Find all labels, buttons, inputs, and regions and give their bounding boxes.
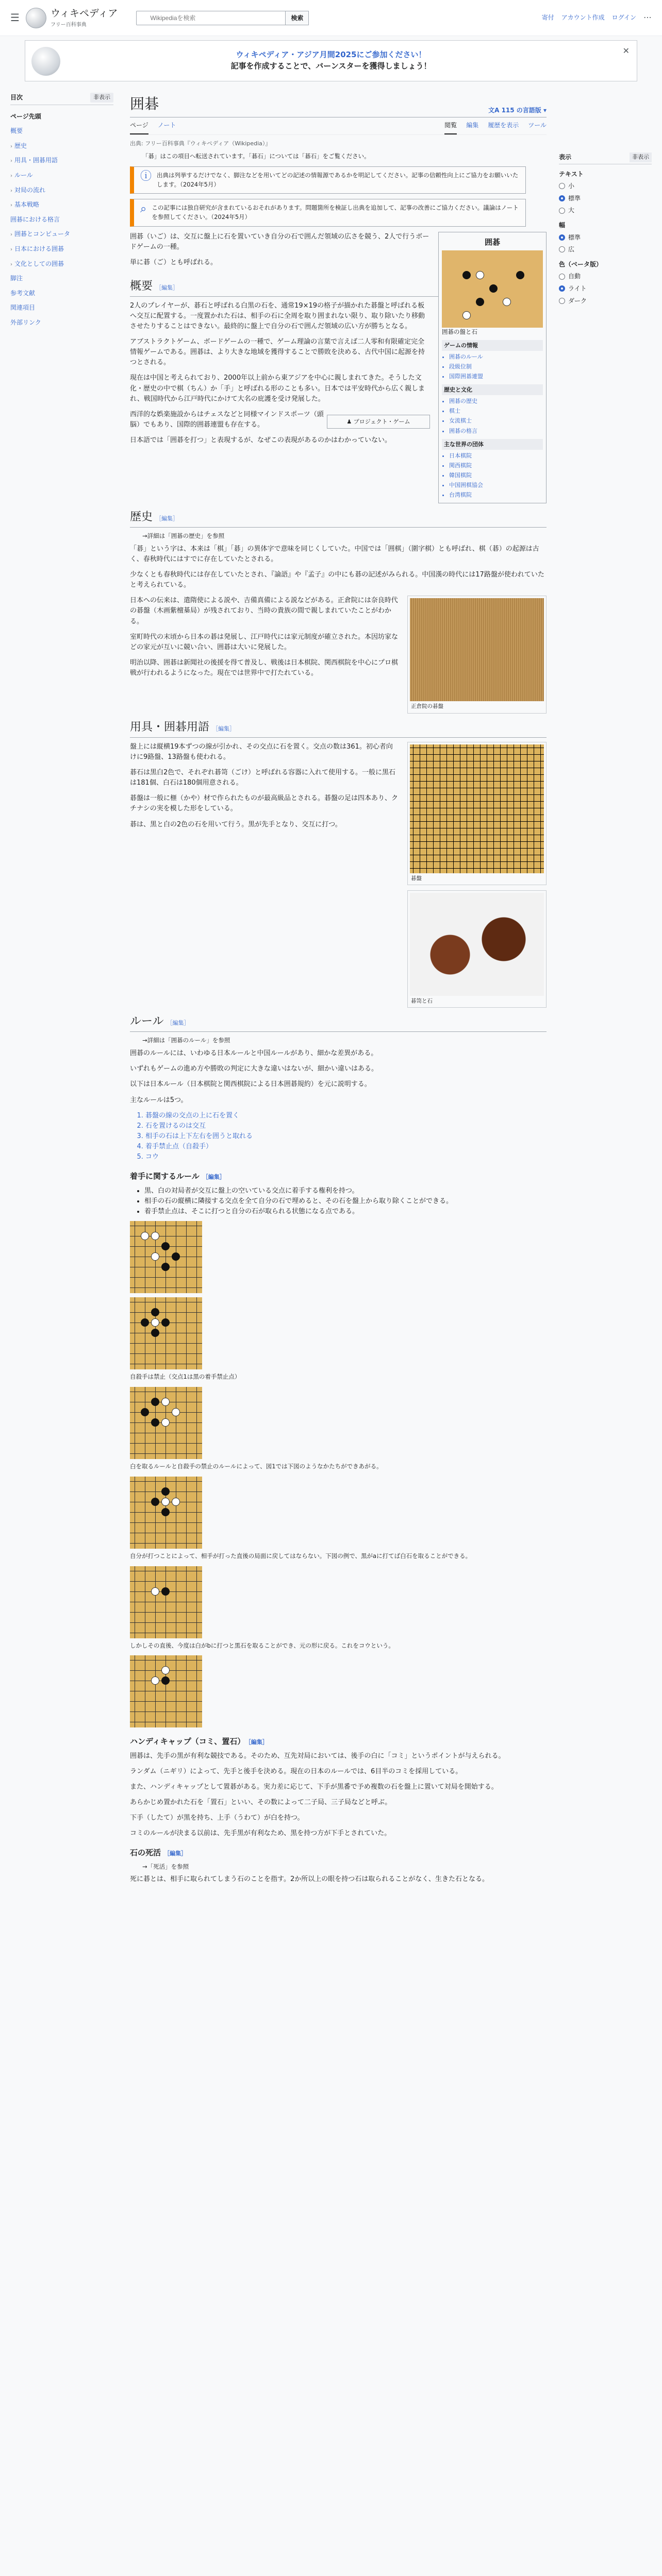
search-form <box>136 11 309 25</box>
language-button[interactable]: 文A 115 の言語版 ▾ <box>488 106 547 114</box>
infobox-link[interactable]: • 国際囲碁連盟 <box>449 371 543 381</box>
paragraph: 以下は日本ルール（日本棋院と関西棋院による日本囲碁規約）を元に説明する。 <box>130 1080 371 1089</box>
menu-icon[interactable]: ☰ <box>10 11 20 24</box>
infobox <box>438 232 547 503</box>
campaign-banner <box>25 40 637 81</box>
paragraph: 西洋的な娯楽施設からはチェスなどと同様マインドスポーツ（頭脳）でもあり、国際的囲碁連盟も存在する。 <box>130 410 324 429</box>
infobox-section-head: ゲームの情報 <box>442 340 543 351</box>
intro-paragraph: 囲碁（いご）は、交互に盤上に石を置いていき自分の石で囲んだ領域の広さを競う、2人で行うボードゲームの一種。 <box>130 233 429 251</box>
color-label: 色（ベータ版） <box>559 260 603 268</box>
infobox-link[interactable]: • 中国囲棋協会 <box>449 480 543 490</box>
maintenance-box <box>130 199 526 227</box>
color-dark-radio[interactable]: ダーク <box>559 296 652 306</box>
edit-link[interactable]: ［編集］ <box>212 725 236 732</box>
go-diagram <box>130 1566 202 1638</box>
text-size-standard-radio[interactable]: 標準 <box>559 194 652 204</box>
go-diagram <box>130 1387 202 1459</box>
site-logo[interactable] <box>26 6 118 29</box>
width-wide-radio[interactable]: 広 <box>559 245 652 255</box>
sister-project-box[interactable]: ♟ プロジェクト・ゲーム <box>327 415 430 429</box>
color-light-radio[interactable]: ライト <box>559 284 652 294</box>
shosoin-goban-image[interactable] <box>410 598 544 701</box>
go-diagram <box>130 1297 202 1369</box>
paragraph: また、ハンディキャップとして置碁がある。実力差に応じて、下手が黒番で予め複数の石を盤上に置いて対局を開始する。 <box>130 1783 498 1791</box>
go-diagram <box>130 1477 202 1549</box>
paragraph: アブストラクトゲーム、ボードゲームの一種で、ゲーム理論の言葉で言えば二人零和有限確定完全情報ゲームである。囲碁は、より大きな地域を獲得することで勝敗を決める、古代中国に起源を持つとされる。 <box>130 338 425 367</box>
tab-talk[interactable]: ノート <box>157 122 176 129</box>
hatnote: 「碁」はこの項目へ転送されています。「碁石」については「碁石」をご覧ください。 <box>142 152 370 160</box>
paragraph: 下手（したて）が黒を持ち、上手（うわて）が白を持つ。 <box>130 1814 304 1822</box>
text-size-large-radio[interactable]: 大 <box>559 206 652 215</box>
magnifier-icon: ⌕ <box>140 202 147 216</box>
chevron-right-icon[interactable]: › <box>10 202 12 209</box>
toc-item[interactable]: 外部リンク <box>10 318 41 326</box>
tab-edit[interactable]: 編集 <box>466 122 479 129</box>
paragraph: ランダム（ニギリ）によって、先手と後手を決める。現在の日本のルールでは、6目半のコミを採用している。 <box>130 1767 462 1775</box>
toc-item[interactable]: 概要 <box>10 127 23 135</box>
infobox-link[interactable]: • 関西棋院 <box>449 461 543 470</box>
paragraph: 碁は、黒と白の2色の石を用いて行う。黒が先手となり、交互に打つ。 <box>130 820 342 828</box>
edit-link[interactable]: ［編集］ <box>164 1850 187 1857</box>
go-bowls-photo[interactable] <box>410 893 544 996</box>
section-heading-equipment: 用具・囲碁用語 ［編集］ <box>130 719 547 738</box>
figure <box>407 596 547 713</box>
list-item: • 相手の石の縦横に隣接する交点を全て自分の石で埋めると、その石を盤上から取り除くことができる。 <box>144 1196 547 1207</box>
maintenance-text: 出典は列挙するだけでなく、脚注などを用いてどの記述の情報源であるかを明記してください。記事の信頼性向上にご協力をお願いいたします。（2024年5月） <box>157 171 519 188</box>
wikipedia-globe-icon <box>26 8 46 28</box>
diagram-caption: 白を取るルールと自殺手の禁止のルールによって、図1では下図のようなかたちができあがる。 <box>130 1462 383 1470</box>
infobox-link[interactable]: • 棋士 <box>449 406 543 416</box>
go-diagram <box>130 1655 202 1727</box>
paragraph: 日本への伝来は、遣隋使による説や、吉備真備による説などがある。正倉院には奈良時代の碁盤（木画紫檀棊局）が残されており、当時の貴族の間で親しまれていたことがわかる。 <box>130 597 398 625</box>
chevron-right-icon[interactable]: › <box>10 143 12 149</box>
paragraph: 現在は中国と考えられており、2000年以上前から東アジアを中心に親しまれてきた。そうした文化・歴史の中で棋（ちん）か「手」と呼ばれる形のことも多い。日本では平安時代から広く親しまれ、戦国時代から江戸時代にかけて大名の庇護を受け発展した。 <box>130 374 425 403</box>
figure <box>407 742 547 885</box>
paragraph: 碁石は黒白2色で、それぞれ碁笥（ごけ）と呼ばれる容器に入れて使用する。一般に黒石は181個、白石は180個用意される。 <box>130 768 396 787</box>
color-auto-radio[interactable]: 自動 <box>559 272 652 281</box>
info-icon: ⓘ <box>140 170 152 183</box>
infobox-link[interactable]: • 囲碁の格言 <box>449 426 543 436</box>
maintenance-box <box>130 166 526 194</box>
list-item[interactable]: 5. コウ <box>145 1152 547 1162</box>
toc-item[interactable]: › 基本戦略 <box>10 201 40 209</box>
chevron-right-icon[interactable]: › <box>10 188 12 194</box>
paragraph: いずれもゲームの進め方や勝敗の判定に大きな違いはないが、細かい違いはある。 <box>130 1065 378 1073</box>
section-heading-history: 歴史 ［編集］ <box>130 509 547 528</box>
tab-tools[interactable]: ツール <box>528 122 547 129</box>
paragraph: 室町時代の末頃から日本の碁は発展し、江戸時代には家元制度が確立された。本因坊家などの家元が互いに競い合い、囲碁は大いに発展した。 <box>130 633 399 651</box>
edit-link[interactable]: ［編集］ <box>167 1020 190 1027</box>
infobox-link[interactable]: • 段級位制 <box>449 362 543 371</box>
paragraph: 日本語では「囲碁を打つ」と表現するが、なぜこの表現があるのかはわかっていない。 <box>130 436 392 445</box>
text-size-label: テキスト <box>559 170 584 178</box>
toc-item[interactable]: 参考文献 <box>10 289 36 297</box>
paragraph: 盤上には縦横19本ずつの線が引かれ、その交点に石を置く。交点の数は361。初心者向けに9路盤、13路盤も使われる。 <box>130 742 393 761</box>
maintenance-text: この記事には独自研究が含まれているおそれがあります。問題箇所を検証し出典を追加して、記事の改善にご協力ください。議論はノートを参照してください。（2024年5月） <box>152 204 519 221</box>
list-item[interactable]: 3. 相手の石は上下左右を囲うと取れる <box>145 1131 547 1142</box>
toc-item[interactable]: › ルール <box>10 171 33 179</box>
user-links <box>542 11 652 24</box>
toc-item[interactable]: 関連項目 <box>10 304 36 312</box>
list-item[interactable]: 1. 碁盤の線の交点の上に石を置く <box>145 1111 547 1121</box>
rules-list <box>130 1111 547 1163</box>
chevron-right-icon[interactable]: › <box>10 173 12 179</box>
create-account-link[interactable]: アカウント作成 <box>561 14 605 22</box>
edit-link[interactable]: ［編集］ <box>156 284 179 291</box>
edit-link[interactable]: ［編集］ <box>156 515 179 522</box>
infobox-link[interactable]: • 台湾棋院 <box>449 490 543 500</box>
from-line: 出典: フリー百科事典『ウィキペディア（Wikipedia）』 <box>130 140 271 147</box>
diagram-caption: しかしその直後、今度は白がbに打つと黒石を取ることができ、元の形に戻る。これをコウという。 <box>130 1641 394 1649</box>
translate-icon: 文A <box>488 106 502 114</box>
go-diagram <box>130 1221 202 1293</box>
banner-line-1[interactable]: ウィキペディア・アジア月間2025にご参加ください！ <box>236 50 426 60</box>
text-size-small-radio[interactable]: 小 <box>559 181 652 191</box>
diagram-caption: 自分が打つことによって、相手が打った直後の局面に戻してはならない。下図の例で、黒がaに打てば白石を取ることができる。 <box>130 1552 472 1560</box>
toc-item[interactable]: 脚注 <box>10 275 23 282</box>
subsection-heading: ハンディキャップ（コミ、置石） ［編集］ <box>130 1737 268 1747</box>
list-item[interactable]: 2. 石を置けるのは交互 <box>145 1121 547 1131</box>
chevron-right-icon[interactable]: › <box>10 232 12 238</box>
infobox-caption: 囲碁の盤と石 <box>442 328 477 336</box>
section-heading-rules: ルール ［編集］ <box>130 1013 547 1032</box>
site-subtitle: フリー百科事典 <box>51 22 87 28</box>
infobox-link[interactable]: • 囲碁の歴史 <box>449 396 543 406</box>
banner-logo-icon <box>31 47 60 76</box>
paragraph: 「碁」という字は、本来は「棋」「碁」の異体字で意味を同じくしていた。中国では「囲棋」（圍字棋）とも呼ばれ、棋（碁）の起源は古く、春秋時代にはすでに存在していたとされる。 <box>130 545 539 563</box>
chevron-right-icon[interactable]: › <box>10 261 12 267</box>
paragraph: 少なくとも春秋時代には存在していたとされ、『論語』や『孟子』の中にも碁の記述がみられる。中国漢の時代には17路盤が使われていたと考えられている。 <box>130 571 544 589</box>
paragraph: 明治以降、囲碁は新聞社の後援を得て普及し、戦後は日本棋院、関西棋院を中心にプロ棋戦が行われるようになった。現在では世界中で打たれている。 <box>130 659 399 677</box>
chevron-right-icon[interactable]: › <box>10 158 12 164</box>
table-of-contents <box>10 86 113 1890</box>
toc-heading: 目次 <box>10 94 23 101</box>
figure-caption: 正倉院の碁盤 <box>411 703 443 710</box>
login-link[interactable]: ログイン <box>611 14 636 22</box>
appearance-heading: 表示 <box>559 154 572 161</box>
toc-item[interactable]: ページ先頭 <box>10 112 41 120</box>
site-header <box>0 0 662 36</box>
toc-item[interactable]: › 文化としての囲碁 <box>10 260 64 267</box>
width-standard-radio[interactable]: 標準 <box>559 233 652 243</box>
hatnote: →「死活」を参照 <box>142 1862 189 1870</box>
width-label: 幅 <box>559 221 566 229</box>
toc-item[interactable]: › 用具・囲碁用語 <box>10 157 58 164</box>
tab-page[interactable]: ページ <box>130 117 148 134</box>
hatnote: →詳細は「囲碁の歴史」を参照 <box>142 532 225 539</box>
edit-link[interactable]: ［編集］ <box>202 1174 225 1181</box>
section-heading-overview: 概要 ［編集］ <box>130 278 547 297</box>
toc-hide-button[interactable]: 非表示 <box>90 93 113 103</box>
donate-link[interactable]: 寄付 <box>541 14 554 22</box>
article-content <box>113 86 559 1890</box>
page-title: 囲碁 <box>130 95 159 112</box>
list-item: • 着手禁止点は、そこに打つと自分の石が取られる状態になる点である。 <box>144 1207 547 1217</box>
close-icon[interactable]: ✕ <box>622 46 630 56</box>
paragraph: あらかじめ置かれた石を「置石」といい、その数によって二子局、三子局などと呼ぶ。 <box>130 1798 392 1806</box>
paragraph: 囲碁のルールには、いわゆる日本ルールと中国ルールがあり、細かな差異がある。 <box>130 1049 378 1058</box>
chevron-right-icon[interactable]: › <box>10 246 12 252</box>
list-item: • 黒、白の対局者が交互に盤上の空いている交点に着手する権利を持つ。 <box>144 1186 547 1196</box>
toc-item[interactable]: 囲碁における格言 <box>10 215 60 223</box>
infobox-section-head: 歴史と文化 <box>442 384 543 395</box>
site-title: ウィキペディア <box>51 8 118 20</box>
tab-read[interactable]: 閲覧 <box>444 117 457 134</box>
appearance-hide-button[interactable]: 非表示 <box>630 152 652 162</box>
go-board-image[interactable] <box>442 250 543 328</box>
figure <box>407 890 547 1008</box>
infobox-title: 囲碁 <box>484 238 500 247</box>
paragraph: 2人のプレイヤーが、碁石と呼ばれる白黒の石を、通常19×19の格子が描かれた碁盤と呼ばれる板へ交互に配置する。一度置かれた石は、相手の石に全周を取り囲まれない限り、取り除いたり移動させたりすることはできない。最終的に盤上で自分の石で囲んだ領域の広い方が勝ちとなる。 <box>130 301 425 330</box>
hatnote: →詳細は「囲碁のルール」を参照 <box>142 1037 230 1044</box>
tab-history[interactable]: 履歴を表示 <box>488 122 519 129</box>
paragraph: コミのルールが決まる以前は、先手黒が有利なため、黒を持つ方が下手とされていた。 <box>130 1829 391 1838</box>
figure-caption: 碁笥と石 <box>411 997 433 1004</box>
infobox-section-head: 主な世界の団体 <box>442 439 543 450</box>
game-icon: ♟ <box>346 418 354 425</box>
toc-item[interactable]: › 歴史 <box>10 142 27 149</box>
infobox-link[interactable]: • 女流棋士 <box>449 416 543 426</box>
paragraph: 死に碁とは、相手に取られてしまう石のことを指す。2か所以上の眼を持つ石は取られることがなく、生きた石となる。 <box>130 1875 489 1884</box>
paragraph: 主なルールは5つ。 <box>130 1096 188 1104</box>
search-button[interactable]: 検索 <box>286 11 309 25</box>
list-item[interactable]: 4. 着手禁止点（自殺手） <box>145 1142 547 1152</box>
banner-line-2: 記事を作成することで、バーンスターを獲得しましょう！ <box>230 61 432 71</box>
infobox-link[interactable]: • 韓国棋院 <box>449 470 543 480</box>
diagram-caption: 自殺手は禁止（交点1は黒の着手禁止点） <box>130 1373 241 1381</box>
paragraph: 囲碁は、先手の黒が有利な競技である。そのため、互先対局においては、後手の白に「コミ」というポイントが与えられる。 <box>130 1752 505 1760</box>
toc-item[interactable]: › 対局の流れ <box>10 186 46 194</box>
subsection-heading: 石の死活 ［編集］ <box>130 1848 187 1858</box>
subsection-heading: 着手に関するルール ［編集］ <box>130 1172 225 1181</box>
intro-paragraph: 単に碁（ご）とも呼ばれる。 <box>130 259 218 267</box>
appearance-panel <box>559 86 652 1890</box>
toc-item[interactable]: › 日本における囲碁 <box>10 245 64 252</box>
infobox-link[interactable]: • 囲碁のルール <box>449 352 543 362</box>
edit-link[interactable]: ［編集］ <box>248 1739 268 1746</box>
search-input[interactable] <box>136 11 286 25</box>
figure-caption: 碁盤 <box>411 875 422 882</box>
more-options-icon[interactable]: ⋯ <box>643 12 652 23</box>
paragraph: 碁盤は一般に榧（かや）材で作られたものが最高級品とされる。碁盤の足は四本あり、クチナシの実を模した形をしている。 <box>130 794 399 813</box>
toc-item[interactable]: › 囲碁とコンピュータ <box>10 230 71 238</box>
infobox-link[interactable]: • 日本棋院 <box>449 451 543 461</box>
go-board-photo[interactable] <box>410 744 544 873</box>
